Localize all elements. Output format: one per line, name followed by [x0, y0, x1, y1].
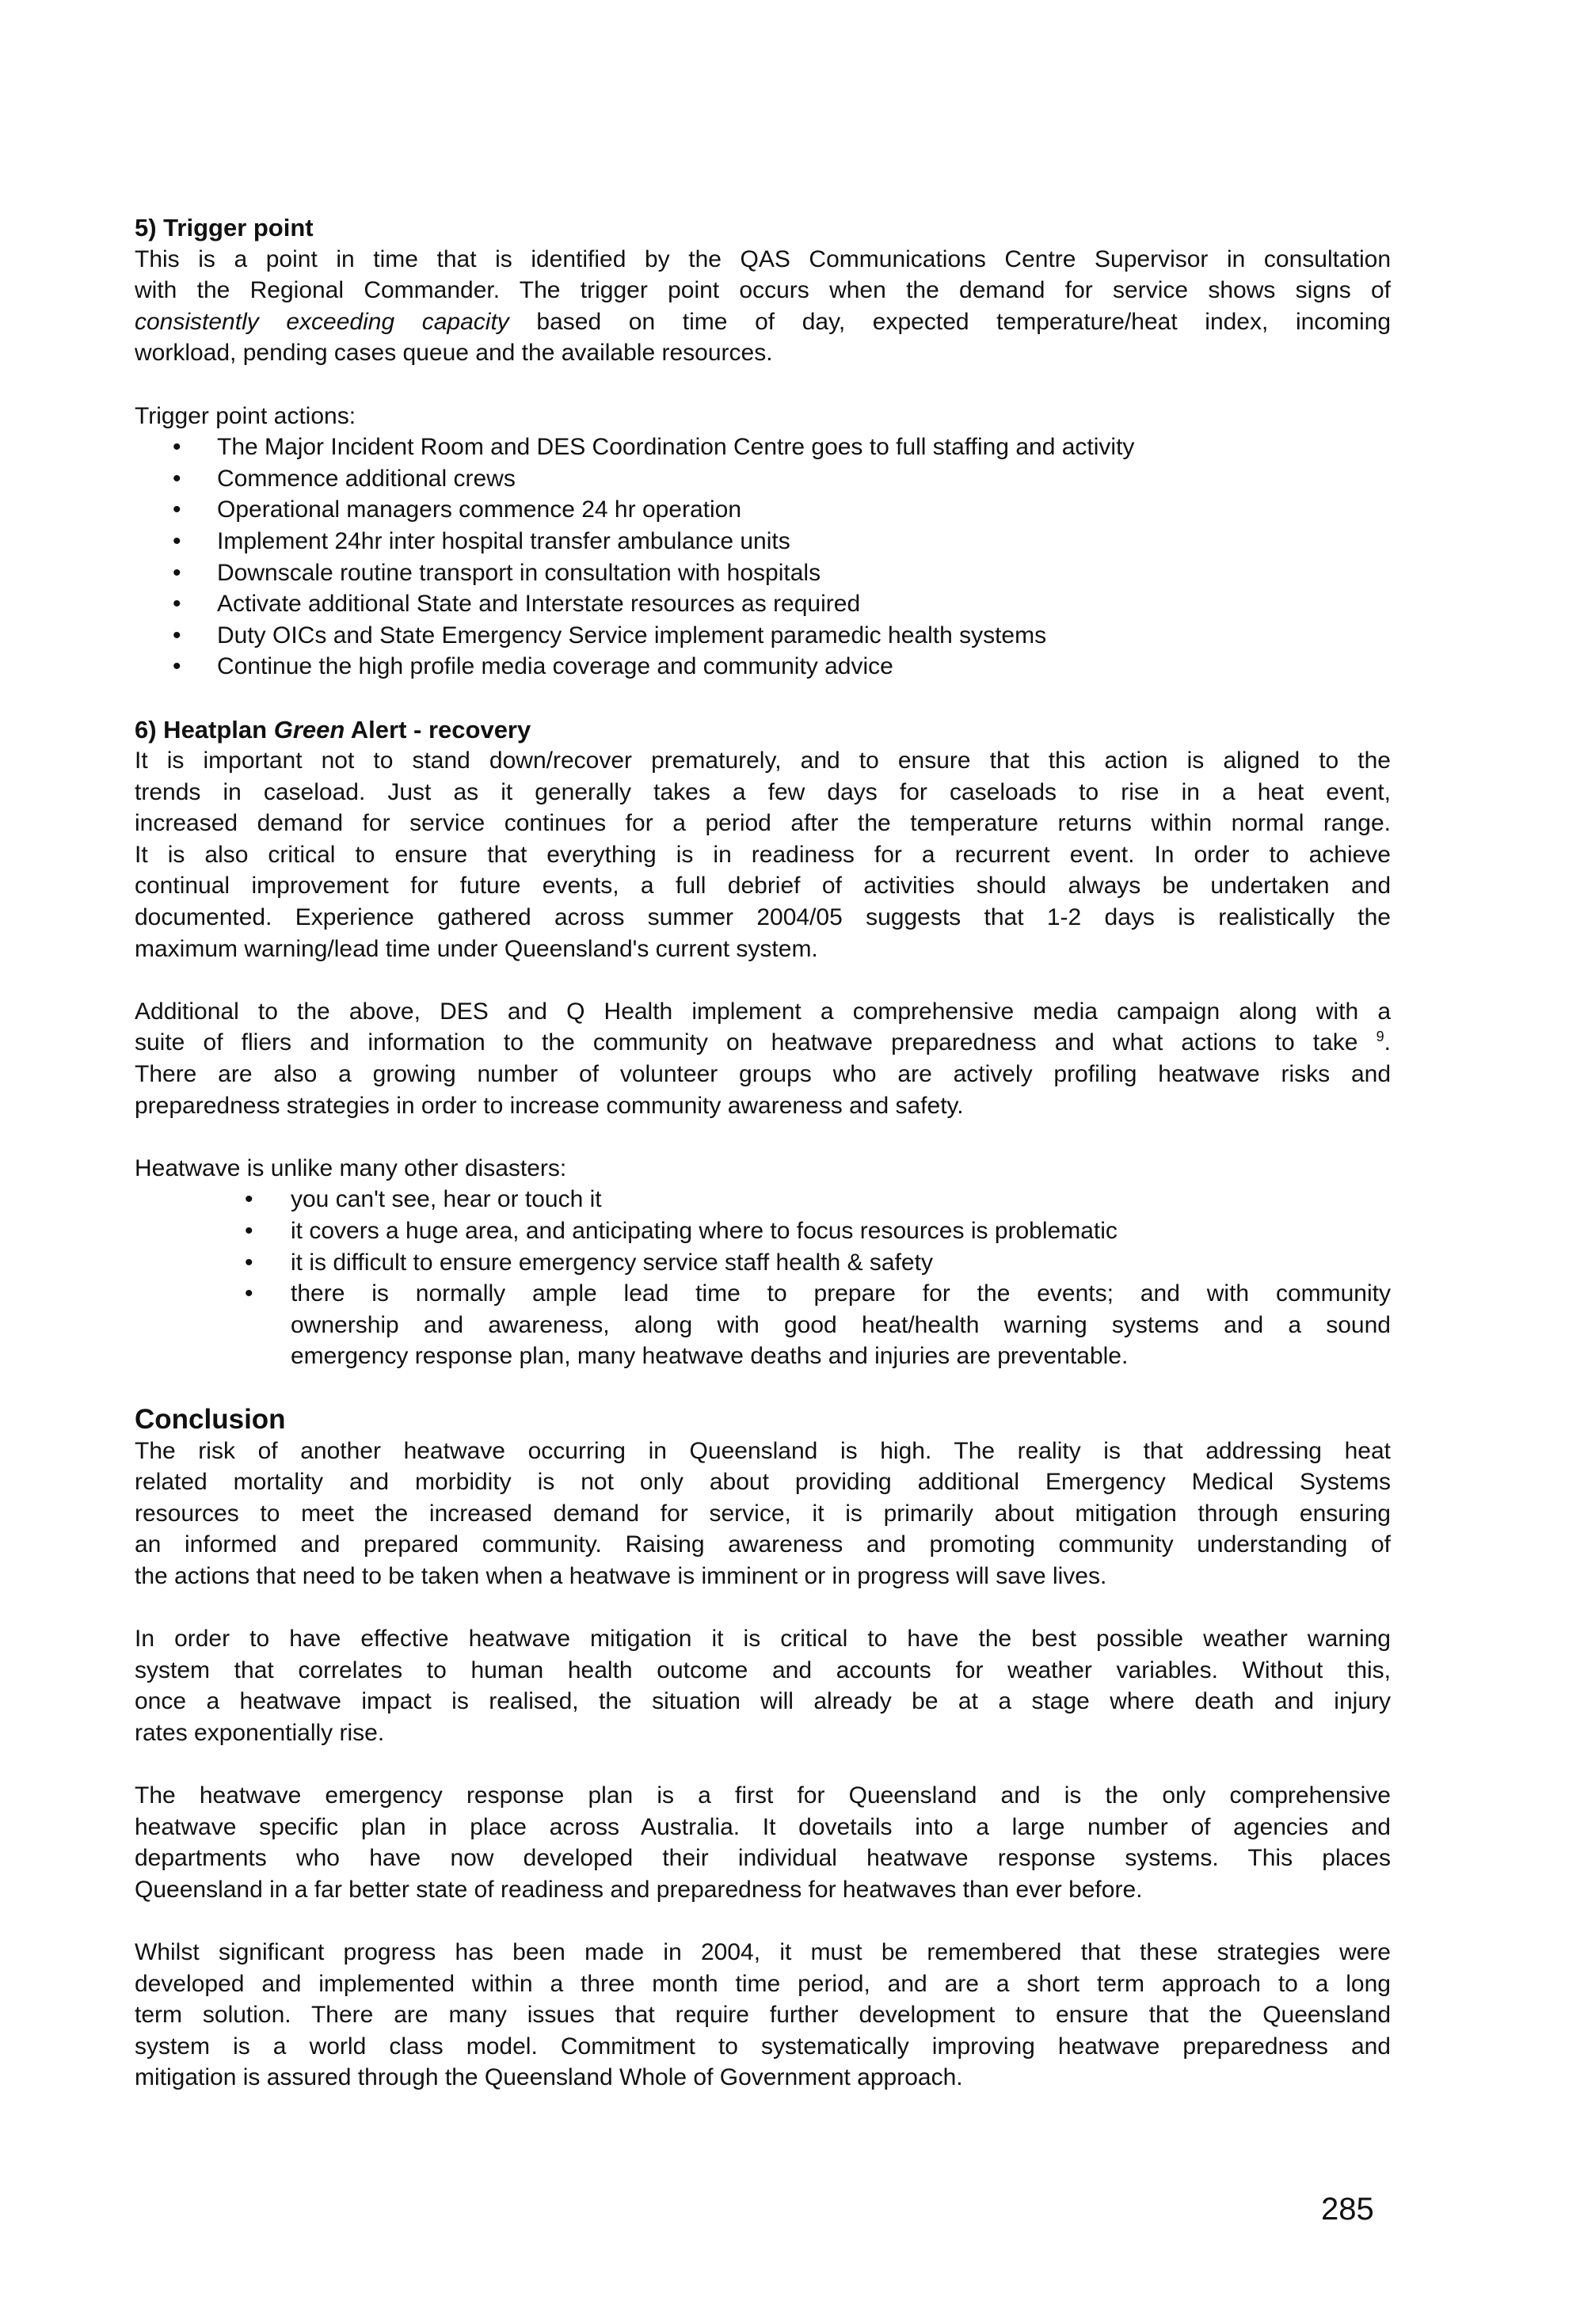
text-line — [135, 1655, 1391, 1687]
text-run: It is important not to stand down/recover prematurely, and to ensure that this action is aligned to the — [135, 747, 1391, 774]
text-line — [135, 902, 1391, 934]
text-run: term solution. There are many issues that require further development to ensure that the Queensland — [135, 2002, 1391, 2029]
text-run: 6) Heatplan — [135, 715, 274, 744]
text-run: once a heatwave impact is realised, the situation will already be at a stage where death and injury — [135, 1688, 1391, 1715]
text-run: The heatwave emergency response plan is a first for Queensland and is the only comprehensive — [135, 1782, 1391, 1809]
text-run: Alert - recovery — [345, 715, 531, 744]
text-line — [135, 1498, 1391, 1530]
text-run: continual improvement for future events, a full debrief of activities should always be undertaken and — [135, 873, 1391, 900]
list-item — [135, 651, 1391, 683]
text-line — [135, 1686, 1391, 1717]
text-line — [135, 1968, 1391, 2000]
text-run: system is a world class model. Commitment to systematically improving heatwave preparedness and — [135, 2033, 1391, 2060]
paragraph — [135, 996, 1391, 1121]
text-line — [135, 745, 1391, 777]
list-item-text: Commence additional crews — [217, 465, 516, 492]
text-run: increased demand for service continues for a period after the temperature returns within normal range. — [135, 810, 1391, 837]
list-item-text: Operational managers commence 24 hr operation — [217, 496, 742, 523]
text-run: documented. Experience gathered across summer 2004/05 suggests that 1-2 days is realistically the — [135, 904, 1391, 931]
paragraph — [135, 401, 1391, 432]
document-body — [135, 212, 1391, 2094]
text-run: . — [1384, 1029, 1391, 1056]
list-item-text: The Major Incident Room and DES Coordination Centre goes to full staffing and activity — [217, 434, 1135, 461]
text-line — [135, 1090, 1391, 1122]
paragraph — [135, 1436, 1391, 1592]
text-run: with the Regional Commander. The trigger point occurs when the demand for service shows signs of — [135, 277, 1391, 304]
bullet-icon: • — [173, 622, 181, 649]
text-line — [135, 337, 1391, 369]
text-run: trends in caseload. Just as it generally takes a few days for caseloads to rise in a heat event, — [135, 778, 1391, 805]
footnote-ref: 9 — [1376, 1029, 1384, 1045]
text-line — [135, 1937, 1391, 1968]
text-line — [135, 1812, 1391, 1843]
text-line — [135, 1717, 1391, 1749]
text-line — [135, 1780, 1391, 1812]
bullet-list — [135, 432, 1391, 683]
text-line — [135, 1999, 1391, 2031]
text-run: The risk of another heatwave occurring in Queensland is high. The reality is that addressing heat — [135, 1437, 1391, 1464]
text-run: heatwave specific plan in place across Australia. It dovetails into a large number of agencies and — [135, 1813, 1391, 1840]
bullet-icon: • — [173, 653, 181, 680]
bullet-icon: • — [173, 434, 181, 461]
text-run: maximum warning/lead time under Queensland's current system. — [135, 935, 818, 962]
section-heading — [135, 714, 1391, 746]
list-item — [135, 432, 1391, 463]
text-line — [135, 306, 1391, 338]
list-item-text: Duty OICs and State Emergency Service implement paramedic health systems — [217, 622, 1047, 649]
text-line — [135, 1843, 1391, 1874]
bullet-icon: • — [173, 465, 181, 492]
list-item-text: Downscale routine transport in consultation with hospitals — [217, 559, 821, 586]
text-line — [135, 839, 1391, 871]
text-line — [135, 1623, 1391, 1655]
text-line — [135, 1561, 1391, 1592]
text-line: there is normally ample lead time to prepare for the events; and with community — [291, 1280, 1391, 1307]
bullet-icon: • — [173, 559, 181, 586]
text-run: system that correlates to human health outcome and accounts for weather variables. Without this, — [135, 1656, 1391, 1683]
paragraph — [135, 244, 1391, 369]
list-item-text: Activate additional State and Interstate resources as required — [217, 591, 861, 618]
bullet-icon: • — [173, 591, 181, 618]
text-line — [135, 934, 1391, 965]
text-run: based on time of day, expected temperature/heat index, incoming — [508, 308, 1392, 335]
text-run: resources to meet the increased demand for service, it is primarily about mitigation through ensuring — [135, 1500, 1391, 1527]
text-line — [135, 1874, 1391, 1906]
bullet-icon: • — [245, 1186, 253, 1213]
text-line — [135, 808, 1391, 839]
text-line — [135, 1027, 1391, 1059]
bullet-icon: • — [173, 496, 181, 523]
list-item — [135, 1184, 1391, 1215]
text-run: There are also a growing number of volunteer groups who are actively profiling heatwave risks and — [135, 1061, 1391, 1088]
page-number: 285 — [1321, 2192, 1374, 2227]
text-line: it is difficult to ensure emergency service staff health & safety — [291, 1249, 933, 1276]
text-line: it covers a huge area, and anticipating where to focus resources is problematic — [291, 1218, 1118, 1244]
text-run: Heatwave is unlike many other disasters: — [135, 1154, 567, 1181]
text-line — [135, 1436, 1391, 1467]
bullet-icon: • — [173, 527, 181, 554]
text-line: ownership and awareness, along with good heat/health warning systems and a sound — [291, 1311, 1391, 1338]
text-run: Trigger point actions: — [135, 402, 356, 429]
paragraph — [135, 1623, 1391, 1748]
text-line — [135, 1466, 1391, 1498]
paragraph — [135, 745, 1391, 964]
paragraph — [135, 1780, 1391, 1905]
text-run: Additional to the above, DES and Q Health implement a comprehensive media campaign along with a — [135, 998, 1391, 1025]
list-item — [135, 588, 1391, 620]
text-line: emergency response plan, many heatwave deaths and injuries are preventable. — [291, 1343, 1129, 1370]
section-heading — [135, 1404, 1391, 1436]
text-run: departments who have now developed their individual heatwave response systems. This places — [135, 1845, 1391, 1872]
text-run: This is a point in time that is identified by the QAS Communications Centre Supervisor in consultation — [135, 245, 1391, 272]
text-run: an informed and prepared community. Raising awareness and promoting community understanding of — [135, 1531, 1391, 1558]
text-line — [135, 1059, 1391, 1090]
list-item — [135, 463, 1391, 495]
text-run: Queensland in a far better state of readiness and preparedness for heatwaves than ever before. — [135, 1876, 1143, 1903]
bullet-icon: • — [245, 1218, 253, 1244]
text-run: suite of fliers and information to the community on heatwave preparedness and what actions to take — [135, 1029, 1376, 1056]
text-line — [135, 275, 1391, 306]
text-run: rates exponentially rise. — [135, 1719, 385, 1746]
text-run: In order to have effective heatwave mitigation it is critical to have the best possible weather warning — [135, 1626, 1391, 1653]
text-run: It is also critical to ensure that everything is in readiness for a recurrent event. In order to achieve — [135, 841, 1391, 868]
list-item — [135, 1247, 1391, 1279]
bullet-icon: • — [245, 1280, 253, 1307]
list-item — [135, 494, 1391, 526]
text-run: mitigation is assured through the Queensland Whole of Government approach. — [135, 2064, 963, 2091]
text-run: developed and implemented within a three month time period, and are a short term approach to a long — [135, 1970, 1391, 1997]
text-run: related mortality and morbidity is not only about providing additional Emergency Medical Systems — [135, 1469, 1391, 1496]
text-line — [135, 996, 1391, 1028]
bullet-list — [135, 1184, 1391, 1372]
text-line — [135, 2031, 1391, 2063]
text-run: the actions that need to be taken when a heatwave is imminent or in progress will save lives. — [135, 1562, 1107, 1589]
text-run: preparedness strategies in order to increase community awareness and safety. — [135, 1092, 964, 1119]
text-run: Conclusion — [135, 1403, 286, 1435]
list-item — [135, 557, 1391, 589]
list-item — [135, 526, 1391, 557]
italic-text: consistently exceeding capacity — [135, 308, 509, 335]
text-run: workload, pending cases queue and the available resources. — [135, 340, 773, 367]
text-line — [135, 2062, 1391, 2094]
list-item — [135, 620, 1391, 652]
paragraph — [135, 1153, 1391, 1185]
text-line — [135, 401, 1391, 432]
list-item — [135, 1278, 1391, 1372]
text-line — [135, 244, 1391, 276]
text-line — [135, 777, 1391, 808]
text-run: Whilst significant progress has been made in 2004, it must be remembered that these strategies were — [135, 1939, 1391, 1966]
text-line — [135, 1153, 1391, 1185]
paragraph — [135, 1937, 1391, 2094]
section-heading — [135, 212, 1391, 244]
italic-text: Green — [273, 715, 345, 744]
text-line — [135, 1529, 1391, 1561]
bullet-icon: • — [245, 1249, 253, 1276]
text-line: you can't see, hear or touch it — [291, 1186, 602, 1213]
list-item-text: Implement 24hr inter hospital transfer ambulance units — [217, 527, 790, 554]
text-run: 5) Trigger point — [135, 214, 314, 242]
list-item — [135, 1215, 1391, 1247]
list-item-text: Continue the high profile media coverage and community advice — [217, 653, 893, 680]
text-line — [135, 870, 1391, 902]
